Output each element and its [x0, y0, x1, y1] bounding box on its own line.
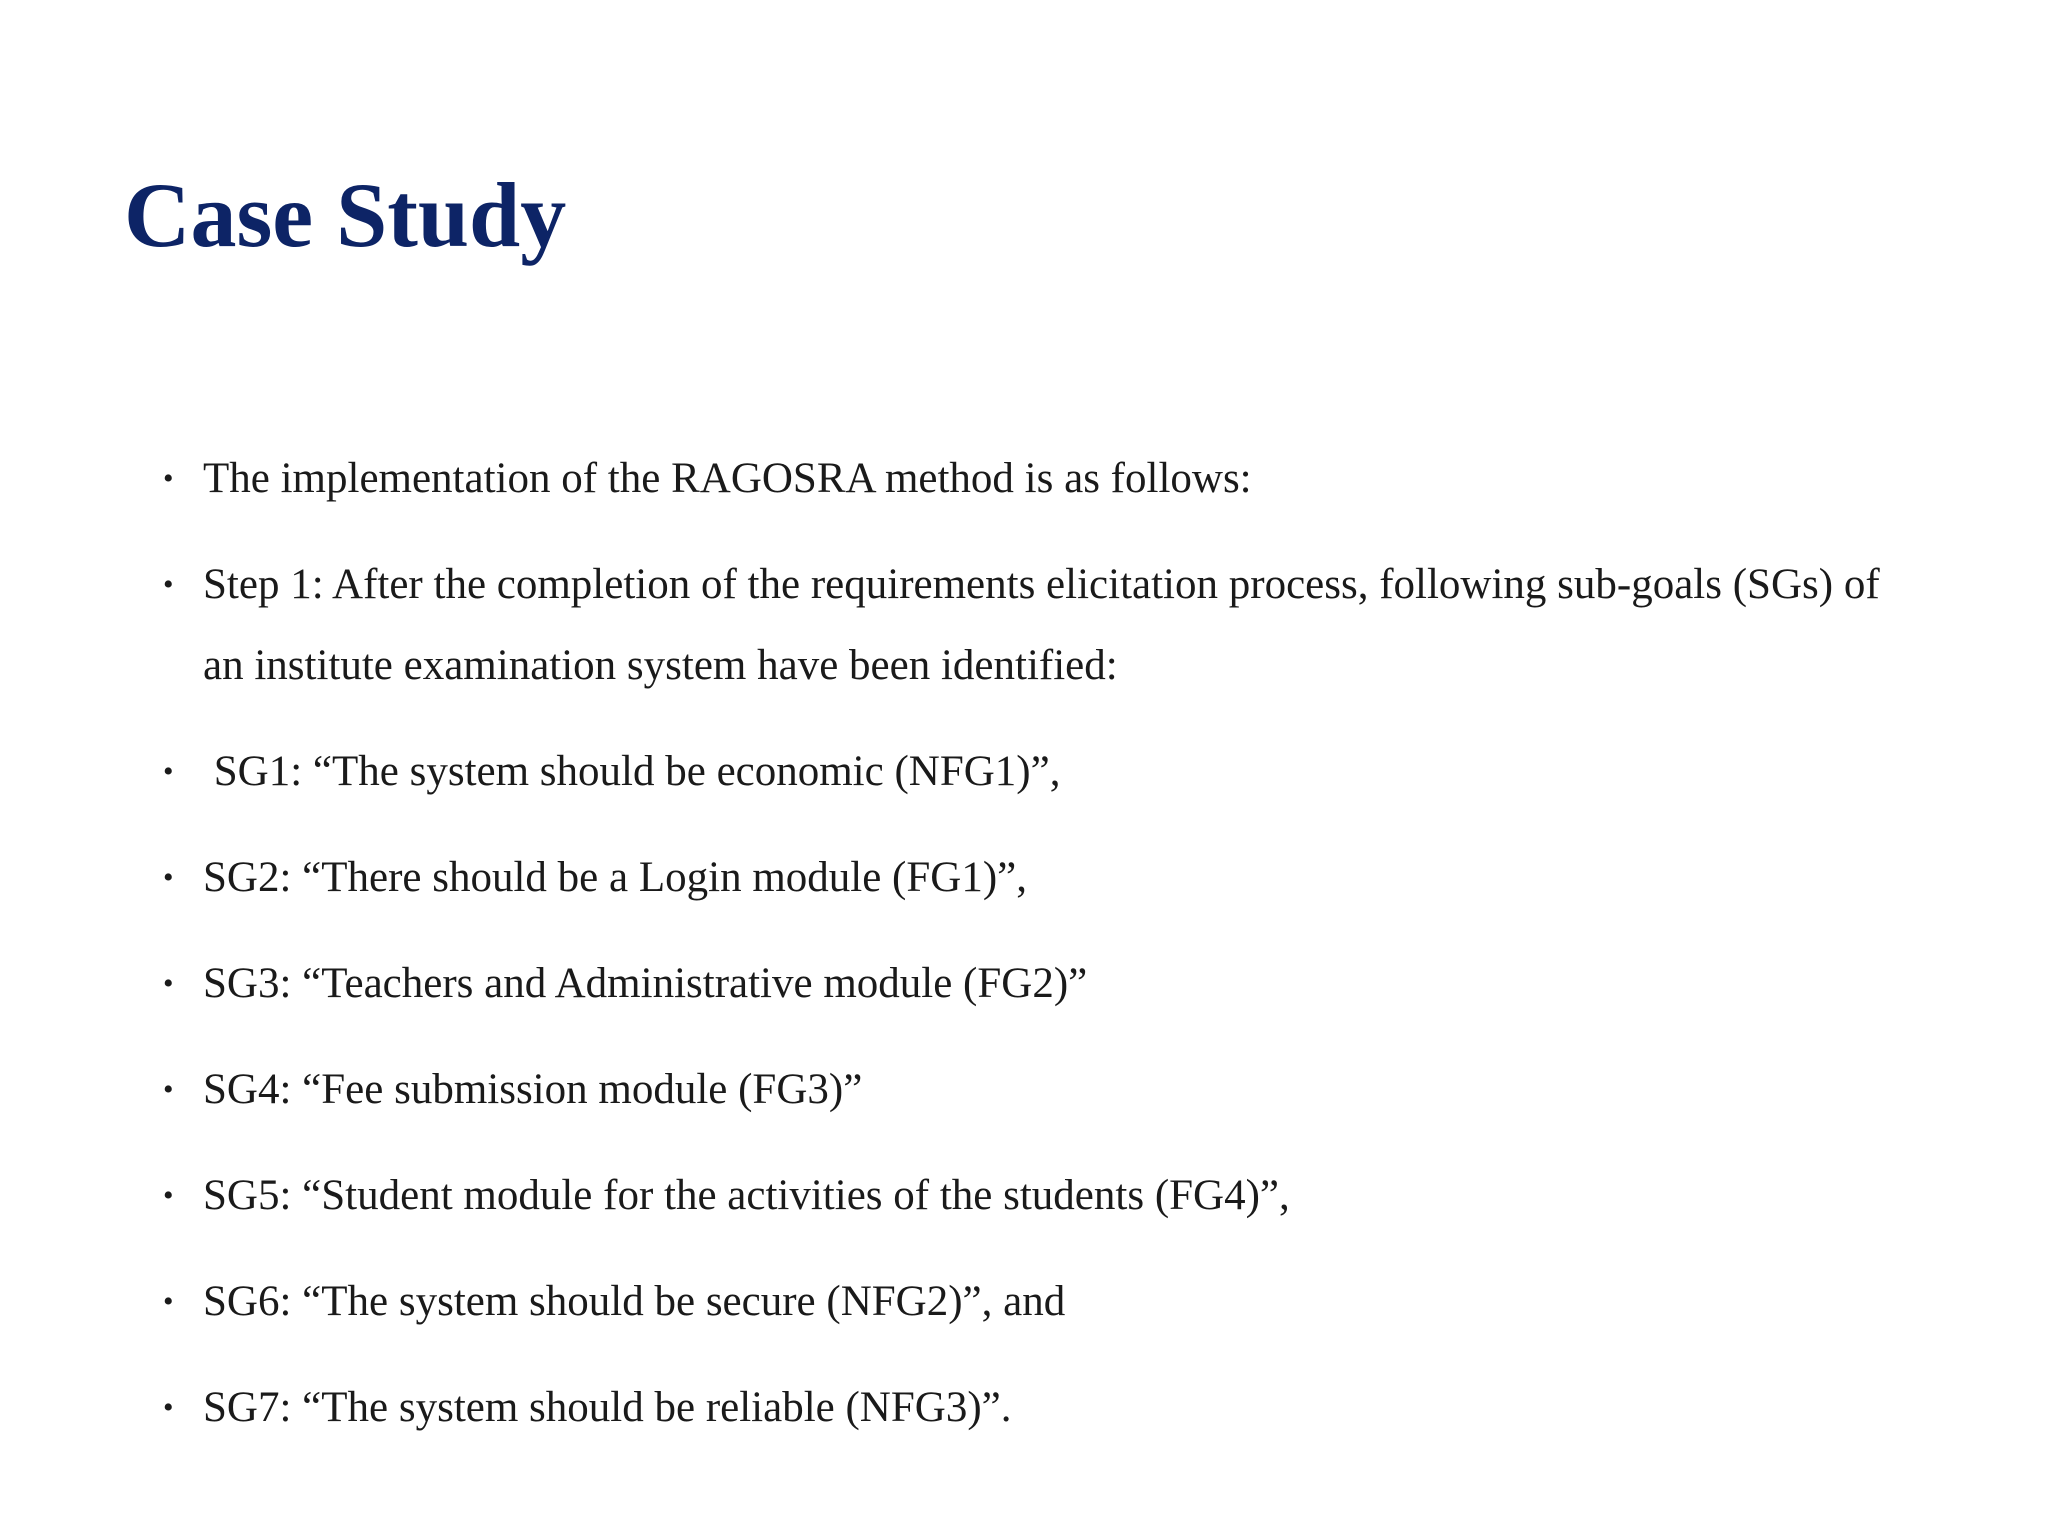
bullet-text: SG6: “The system should be secure (NFG2)”, and — [203, 1278, 1066, 1325]
bullet-dot-icon: • — [163, 1073, 174, 1106]
bullet-text: SG5: “Student module for the activities of the students (FG4)”, — [203, 1172, 1290, 1219]
bullet-item — [160, 1261, 1920, 1342]
bullet-item — [160, 1155, 1920, 1236]
bullet-dot-icon: • — [163, 967, 174, 1000]
bullet-text: SG3: “Teachers and Administrative module (FG2)” — [203, 960, 1088, 1007]
slide-title: Case Study — [124, 164, 567, 266]
bullet-dot-icon: • — [163, 1179, 174, 1212]
bullet-text: SG1: “The system should be economic (NFG1)”, — [203, 748, 1061, 795]
bullet-item — [160, 1049, 1920, 1130]
bullet-dot-icon: • — [163, 462, 174, 495]
bullet-item — [160, 943, 1920, 1024]
bullet-list — [160, 438, 1920, 1473]
bullet-dot-icon: • — [163, 1285, 174, 1318]
bullet-item — [160, 837, 1920, 918]
bullet-text: SG2: “There should be a Login module (FG1)”, — [203, 854, 1027, 901]
bullet-dot-icon: • — [163, 568, 174, 601]
bullet-text: Step 1: After the completion of the requirements elicitation process, following sub-goals (SGs) of an institute examination system have been identified: — [203, 561, 1880, 689]
bullet-item — [160, 544, 1920, 706]
bullet-text: SG4: “Fee submission module (FG3)” — [203, 1066, 863, 1113]
bullet-item — [160, 1367, 1920, 1448]
bullet-item — [160, 731, 1920, 812]
bullet-dot-icon: • — [163, 755, 174, 788]
bullet-text: SG7: “The system should be reliable (NFG3)”. — [203, 1384, 1012, 1431]
bullet-item — [160, 438, 1920, 519]
bullet-text: The implementation of the RAGOSRA method is as follows: — [203, 455, 1252, 502]
bullet-dot-icon: • — [163, 1391, 174, 1424]
bullet-dot-icon: • — [163, 861, 174, 894]
